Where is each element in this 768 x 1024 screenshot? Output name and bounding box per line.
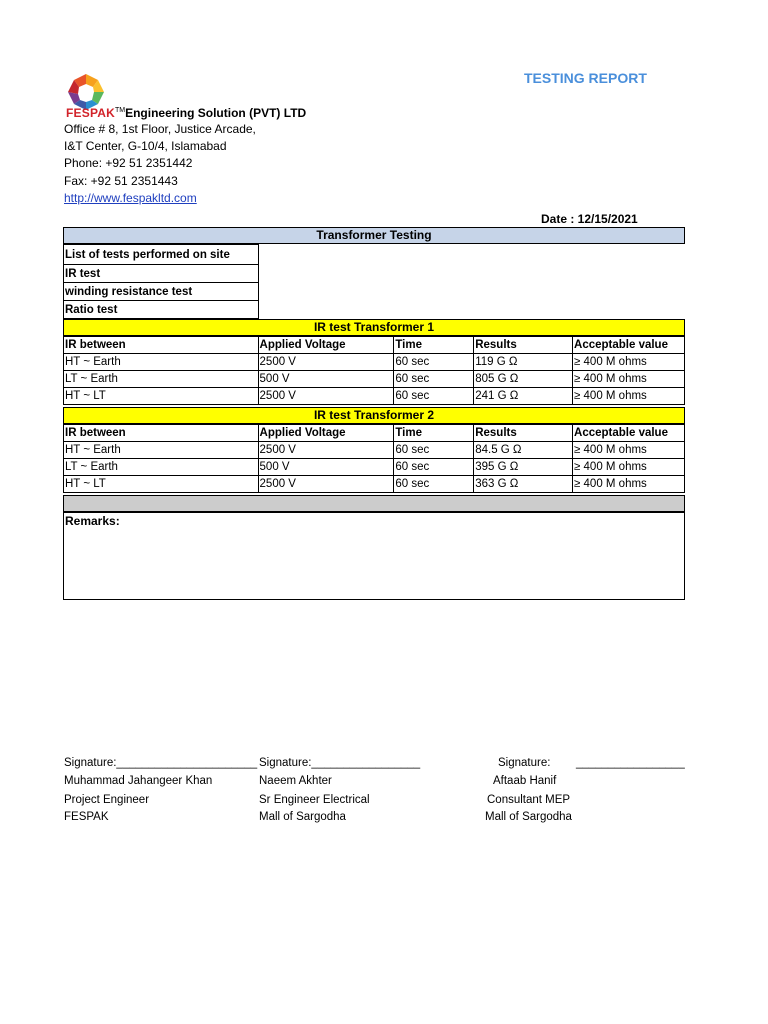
table-cell: HT ~ Earth — [64, 354, 259, 371]
address-line-1: Office # 8, 1st Floor, Justice Arcade, — [64, 122, 256, 136]
table-cell: 2500 V — [258, 388, 394, 405]
table-cell: 500 V — [258, 371, 394, 388]
signature-line: Signature:______________________ — [64, 757, 258, 769]
remarks-box — [63, 512, 685, 600]
signatory-org: Mall of Sargodha — [259, 811, 346, 823]
company-name: Engineering Solution (PVT) LTD — [125, 106, 307, 120]
section-title: Transformer Testing — [63, 227, 685, 244]
table-row — [64, 459, 685, 476]
tests-list-heading: List of tests performed on site — [64, 245, 258, 265]
table-cell: LT ~ Earth — [64, 371, 259, 388]
table-cell: 805 G Ω — [474, 371, 573, 388]
signature-line: Signature:_________________ — [259, 757, 421, 769]
table-cell: 60 sec — [394, 442, 474, 459]
signature-block-1 — [64, 757, 257, 769]
table-cell: HT ~ LT — [64, 476, 259, 493]
col-header: Acceptable value — [573, 425, 685, 442]
tests-list-item: Ratio test — [65, 304, 118, 316]
table-cell: 395 G Ω — [474, 459, 573, 476]
table-cell: ≥ 400 M ohms — [573, 459, 685, 476]
address-line-2: I&T Center, G-10/4, Islamabad — [64, 139, 227, 153]
remarks-label: Remarks: — [65, 514, 120, 528]
table-cell: 241 G Ω — [474, 388, 573, 405]
table-cell: 2500 V — [258, 476, 394, 493]
tests-list-item: winding resistance test — [64, 283, 258, 301]
transformer-1-title: IR test Transformer 1 — [63, 319, 685, 336]
signatory-org: FESPAK — [64, 811, 109, 823]
table-row — [64, 388, 685, 405]
table-cell: 2500 V — [258, 354, 394, 371]
fax: Fax: +92 51 2351443 — [64, 174, 178, 188]
report-title: TESTING REPORT — [524, 70, 647, 86]
transformer-2-title: IR test Transformer 2 — [63, 407, 685, 424]
signatory-title: Sr Engineer Electrical — [259, 794, 370, 806]
transformer-2-table — [63, 424, 685, 493]
table-cell: 500 V — [258, 459, 394, 476]
signature-label: Signature: — [498, 757, 551, 769]
table-cell: 363 G Ω — [474, 476, 573, 493]
table-cell: 60 sec — [394, 459, 474, 476]
table-cell: ≥ 400 M ohms — [573, 442, 685, 459]
col-header: Applied Voltage — [258, 425, 394, 442]
table-cell: 119 G Ω — [474, 354, 573, 371]
table-cell: 2500 V — [258, 442, 394, 459]
col-header: IR between — [64, 425, 259, 442]
signatory-name: Aftaab Hanif — [493, 775, 557, 787]
table-cell: ≥ 400 M ohms — [573, 354, 685, 371]
website-link[interactable]: http://www.fespakltd.com — [64, 191, 197, 205]
table-row — [64, 476, 685, 493]
table-cell: HT ~ Earth — [64, 442, 259, 459]
tests-list-item: IR test — [64, 265, 258, 283]
table-cell: 60 sec — [394, 476, 474, 493]
col-header: Results — [474, 425, 573, 442]
col-header: IR between — [64, 337, 259, 354]
tests-list — [63, 244, 259, 319]
separator-bar — [63, 495, 685, 512]
table-cell: 60 sec — [394, 388, 474, 405]
table-cell: 60 sec — [394, 354, 474, 371]
col-header: Time — [394, 337, 474, 354]
report-date: Date : 12/15/2021 — [541, 212, 638, 226]
table-cell: ≥ 400 M ohms — [573, 371, 685, 388]
signatory-title: Consultant MEP — [487, 794, 571, 806]
signatory-title: Project Engineer — [64, 794, 150, 806]
signatory-org: Mall of Sargodha — [485, 811, 572, 823]
table-row — [64, 371, 685, 388]
table-cell: 60 sec — [394, 371, 474, 388]
company-header — [66, 106, 306, 120]
col-header: Acceptable value — [573, 337, 685, 354]
table-row — [64, 442, 685, 459]
table-cell: 84.5 G Ω — [474, 442, 573, 459]
table-cell: LT ~ Earth — [64, 459, 259, 476]
signatory-name: Muhammad Jahangeer Khan — [64, 775, 213, 787]
trademark: TM — [114, 107, 126, 114]
table-row — [64, 354, 685, 371]
transformer-1-table — [63, 336, 685, 405]
col-header: Results — [474, 337, 573, 354]
signatory-name: Naeem Akhter — [259, 775, 332, 787]
table-cell: HT ~ LT — [64, 388, 259, 405]
col-header: Time — [394, 425, 474, 442]
table-cell: ≥ 400 M ohms — [573, 388, 685, 405]
table-header-row — [64, 337, 685, 354]
table-cell: ≥ 400 M ohms — [573, 476, 685, 493]
col-header: Applied Voltage — [258, 337, 394, 354]
phone: Phone: +92 51 2351442 — [64, 156, 193, 170]
table-header-row — [64, 425, 685, 442]
brand-name: FESPAK — [66, 106, 115, 120]
signature-block-2 — [259, 757, 420, 769]
signature-line: _________________ — [576, 757, 685, 769]
